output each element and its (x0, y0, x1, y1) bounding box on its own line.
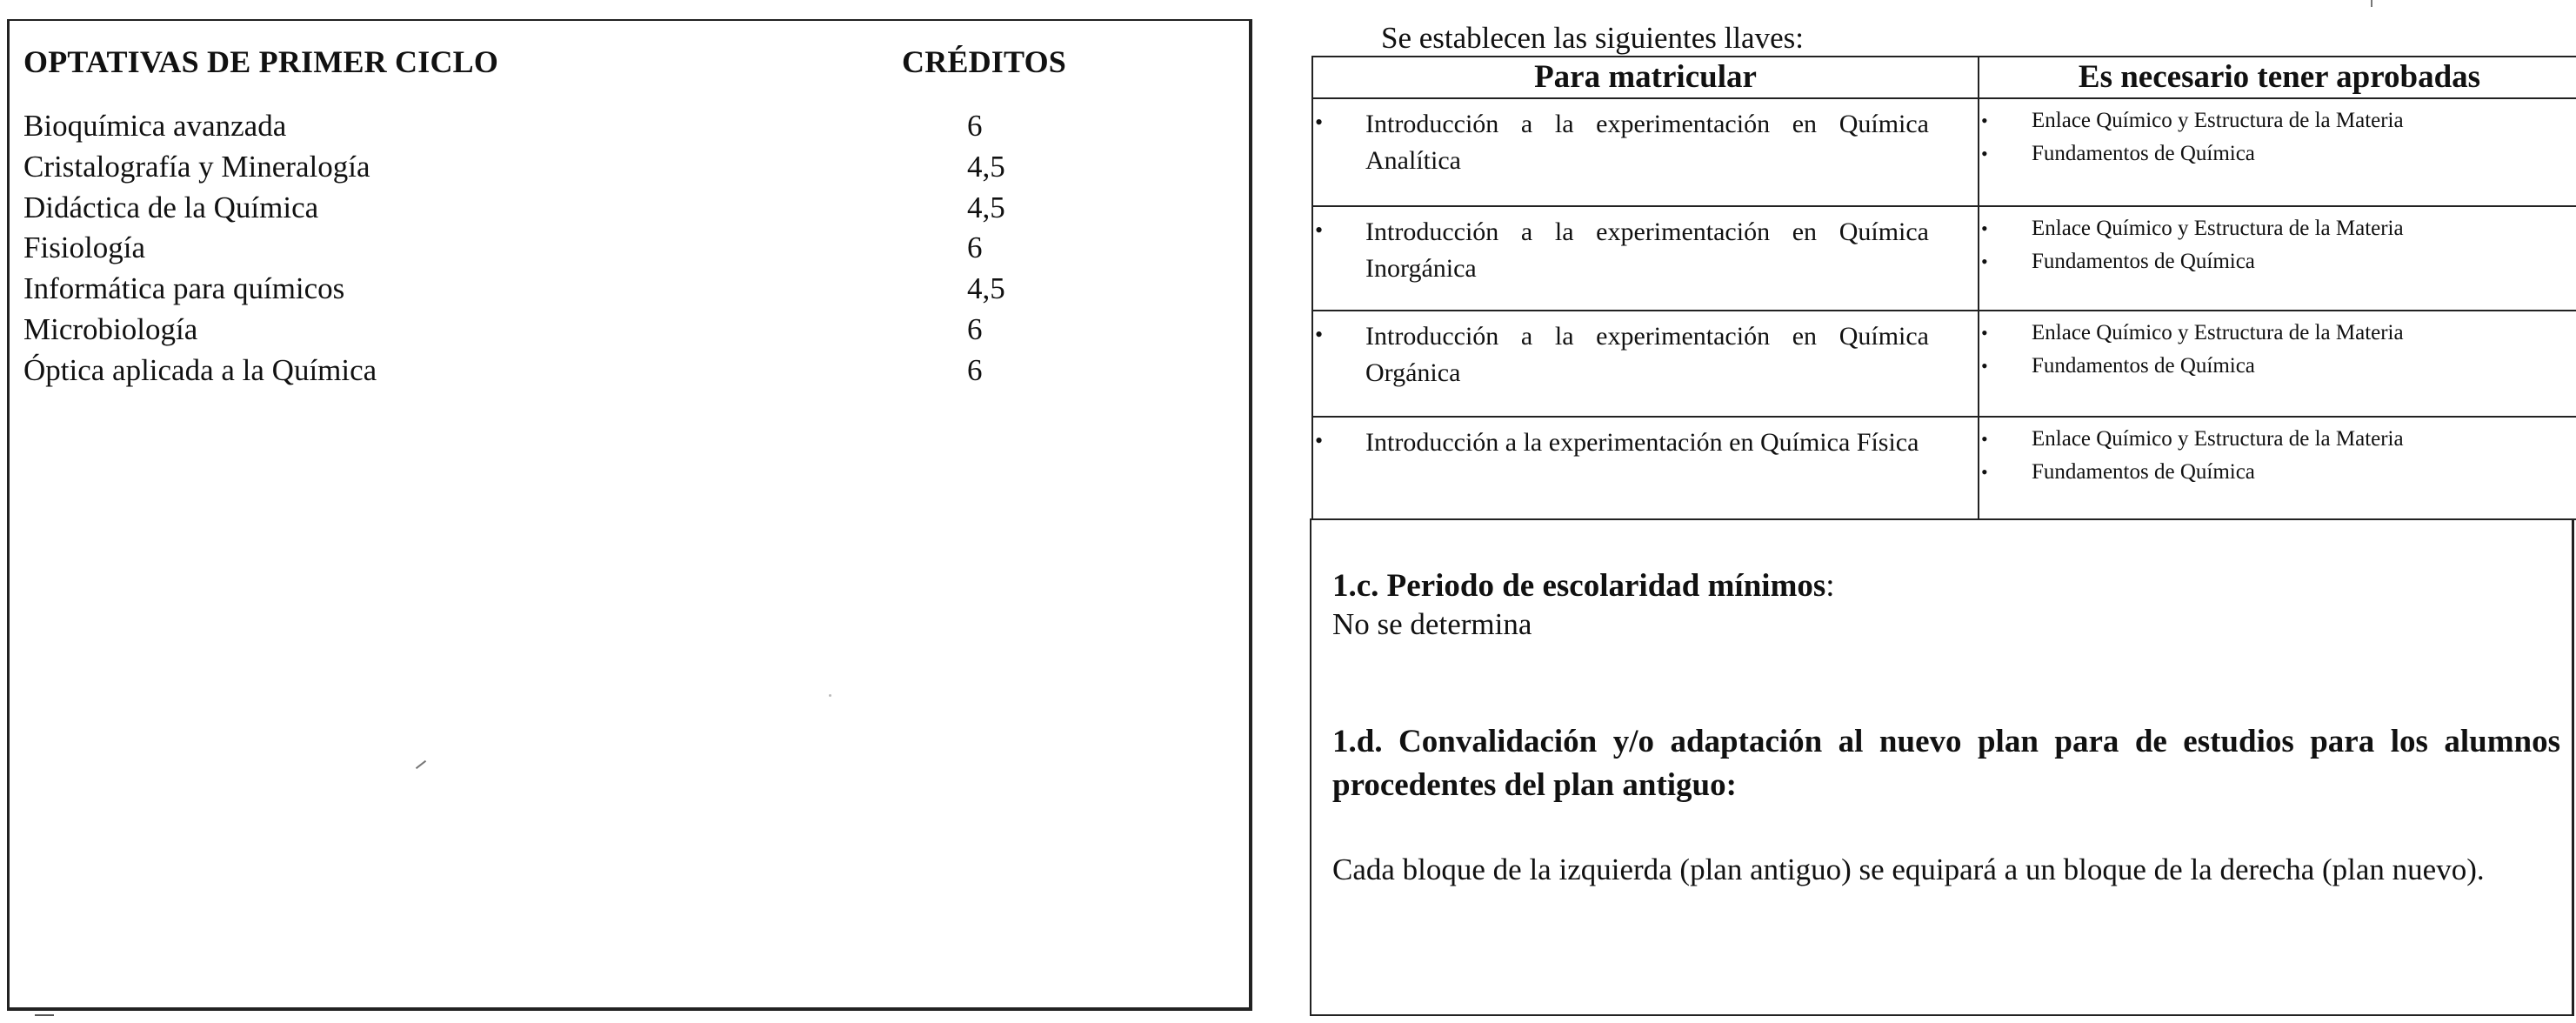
bullet-icon: • (1981, 251, 1988, 272)
course-name: Fisiología (23, 231, 146, 265)
bullet-icon: • (1981, 322, 1988, 344)
course-credits: 4,5 (967, 190, 1005, 224)
prerequisites-list (1979, 212, 2404, 278)
subject-cell (1313, 99, 1978, 204)
prerequisites-cell (1979, 418, 2576, 522)
table-row (1313, 311, 2576, 416)
bullet-icon: • (1981, 110, 1988, 131)
table-row (1313, 99, 2576, 204)
prerequisites-table (1311, 56, 2576, 520)
course-name: Didáctica de la Química (23, 190, 319, 224)
scan-artifact-mark (416, 760, 426, 769)
table-row (1313, 418, 2576, 522)
list-item (1979, 104, 2404, 137)
prerequisites-cell (1979, 207, 2576, 311)
prerequisites-list (1979, 317, 2404, 383)
course-credits: 6 (967, 352, 983, 387)
course-name: Microbiología (23, 311, 198, 346)
prerequisite-name: Fundamentos de Química (2032, 460, 2255, 484)
course-row (23, 228, 1224, 269)
section-d-body: Cada bloque de la izquierda (plan antiguo) se equipará a un bloque de la derecha (plan nuevo). (1332, 852, 2485, 886)
course-row (23, 147, 1224, 188)
subject-name: Introducción a la experimentación en Química Inorgánica (1365, 217, 1929, 283)
prerequisite-name: Enlace Químico y Estructura de la Materia (2032, 109, 2404, 132)
course-list (23, 106, 1224, 391)
bullet-icon: • (1315, 217, 1324, 243)
scan-artifact-dot (829, 694, 831, 697)
list-item (1979, 456, 2404, 489)
prerequisite-name: Enlace Químico y Estructura de la Materia (2032, 427, 2404, 451)
bullet-icon: • (1981, 428, 1988, 450)
subject-cell (1313, 418, 1978, 522)
bullet-icon: • (1981, 355, 1988, 377)
course-credits: 4,5 (967, 271, 1005, 306)
prerequisites-list (1979, 423, 2404, 489)
course-name: Bioquímica avanzada (23, 109, 287, 143)
bullet-icon: • (1315, 428, 1324, 453)
course-row (23, 351, 1224, 391)
course-row (23, 310, 1224, 351)
section-c-body: No se determina (1332, 607, 1532, 641)
subject-name: Introducción a la experimentación en Química Analítica (1365, 110, 1929, 175)
scan-artifact-mark (2362, 0, 2372, 7)
bullet-icon: • (1315, 322, 1324, 347)
bullet-icon: • (1981, 461, 1988, 483)
prerequisites-cell (1979, 311, 2576, 416)
table-row (1313, 207, 2576, 311)
section-d-heading: 1.d. Convalidación y/o adaptación al nuevo plan para de estudios para los alumnos procedentes del plan antiguo: (1332, 724, 2560, 803)
subject-cell (1313, 207, 1978, 311)
bullet-icon: • (1981, 143, 1988, 164)
prerequisite-name: Enlace Químico y Estructura de la Materia (2032, 217, 2404, 240)
prerequisite-name: Fundamentos de Química (2032, 354, 2255, 378)
section-c-title: 1.c. Periodo de escolaridad mínimos (1332, 568, 1826, 604)
list-item (1979, 245, 2404, 278)
header-enroll: Para matricular (1534, 59, 1757, 95)
prerequisite-name: Enlace Químico y Estructura de la Materia (2032, 321, 2404, 344)
scan-artifact-mark (35, 1014, 54, 1016)
course-credits: 4,5 (967, 149, 1005, 184)
course-row (23, 269, 1224, 310)
course-name: Informática para químicos (23, 271, 345, 306)
header-required: Es necesario tener aprobadas (2078, 59, 2481, 95)
plan-details-panel (1310, 518, 2574, 1016)
prerequisite-name: Fundamentos de Química (2032, 250, 2255, 273)
course-name: Cristalografía y Mineralogía (23, 149, 370, 184)
course-name: Óptica aplicada a la Química (23, 352, 377, 387)
subject-cell (1313, 311, 1978, 416)
keys-intro-text: Se establecen las siguientes llaves: (1381, 21, 1804, 55)
prerequisite-name: Fundamentos de Química (2032, 142, 2255, 165)
bullet-icon: • (1981, 217, 1988, 239)
list-item (1979, 423, 2404, 456)
list-item (1979, 317, 2404, 350)
section-c-colon: : (1825, 568, 1835, 604)
prerequisites-list (1979, 104, 2404, 170)
subject-name: Introducción a la experimentación en Química Orgánica (1365, 322, 1929, 387)
course-credits: 6 (967, 109, 983, 143)
prerequisites-cell (1979, 99, 2576, 204)
list-item (1979, 137, 2404, 170)
credits-column-header: CRÉDITOS (902, 44, 1067, 79)
bullet-icon: • (1315, 110, 1324, 135)
subject-name: Introducción a la experimentación en Química Física (1365, 428, 1919, 457)
list-item (1979, 350, 2404, 383)
optional-courses-title: OPTATIVAS DE PRIMER CICLO (23, 44, 499, 79)
optional-courses-panel (7, 19, 1252, 1011)
course-row (23, 106, 1224, 147)
course-row (23, 188, 1224, 229)
course-credits: 6 (967, 231, 983, 265)
course-credits: 6 (967, 311, 983, 346)
list-item (1979, 212, 2404, 245)
section-c-heading (1332, 567, 1835, 605)
